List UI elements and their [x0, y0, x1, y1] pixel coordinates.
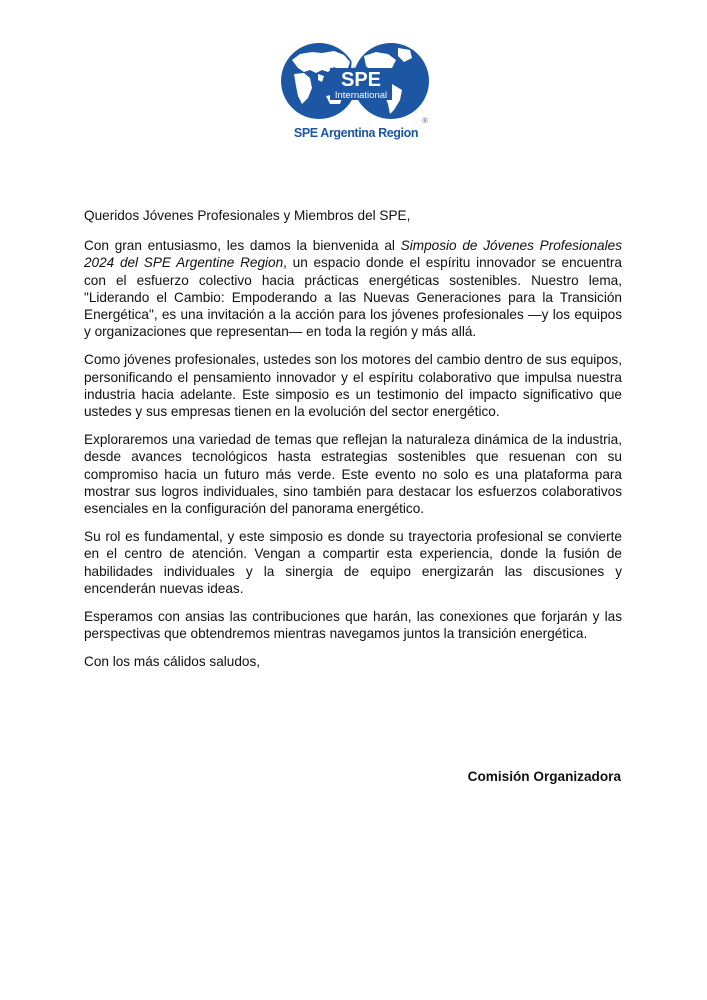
- logo-block: [278, 40, 434, 150]
- letter-body: [84, 207, 622, 682]
- logo-wordmark-sub: International: [334, 90, 388, 101]
- paragraph-expectations: Esperamos con ansias las contribuciones que harán, las conexiones que forjarán y las perspectivas que obtendremos mientras navegamos juntos la transición energética.: [84, 609, 622, 642]
- signature: Comisión Organizadora: [467, 769, 621, 784]
- registered-mark-icon: ®: [422, 118, 428, 124]
- paragraph-welcome-intro: Con gran entusiasmo, les damos la bienvenida al: [84, 238, 401, 254]
- paragraph-welcome: [84, 237, 622, 340]
- paragraph-topics: Exploraremos una variedad de temas que reflejan la naturaleza dinámica de la industria, desde avances tecnológicos hasta estrategias sostenibles que resuenan con su compromiso hacia un futuro más verde. Este evento no solo es una plataforma para mostrar sus logros individuales, sino también para destacar los esfuerzos colaborativos esenciales en la configuración del panorama energético.: [84, 432, 622, 517]
- greeting: Queridos Jóvenes Profesionales y Miembros del SPE,: [84, 208, 411, 223]
- paragraph-role: Su rol es fundamental, y este simposio es donde su trayectoria profesional se convierte en el centro de atención. Vengan a compartir esta experiencia, donde la fusión de habilidades individuales y la sinergia de equipo energizarán las discusiones y encenderán nuevas ideas.: [84, 529, 622, 596]
- logo-wordmark-main: SPE: [340, 69, 382, 91]
- paragraph-welcome-rest: , un espacio donde el espíritu innovador se encuentra con el esfuerzo colectivo hacia prácticas energéticas sostenibles. Nuestro lema, "Liderando el Cambio: Empoderando a las Nuevas Generaciones para la Transición Energética", es una invitación a la acción para los jóvenes profesionales —y los equipos y organizaciones que representan— en toda la región y más allá.: [84, 255, 622, 340]
- region-label: SPE Argentina Region: [293, 126, 419, 140]
- closing: Con los más cálidos saludos,: [84, 654, 261, 670]
- event-name: Simposio de Jóvenes Profesionales 2024 del SPE Argentine Region: [84, 238, 622, 271]
- spe-international-logo: [278, 40, 434, 124]
- paragraph-young-professionals: Como jóvenes profesionales, ustedes son los motores del cambio dentro de sus equipos, personificando el pensamiento innovador y el espíritu colaborativo que impulsa nuestra industria hacia adelante. Este simposio es un testimonio del impacto significativo que ustedes y sus empresas tienen en la evolución del sector energético.: [84, 352, 622, 420]
